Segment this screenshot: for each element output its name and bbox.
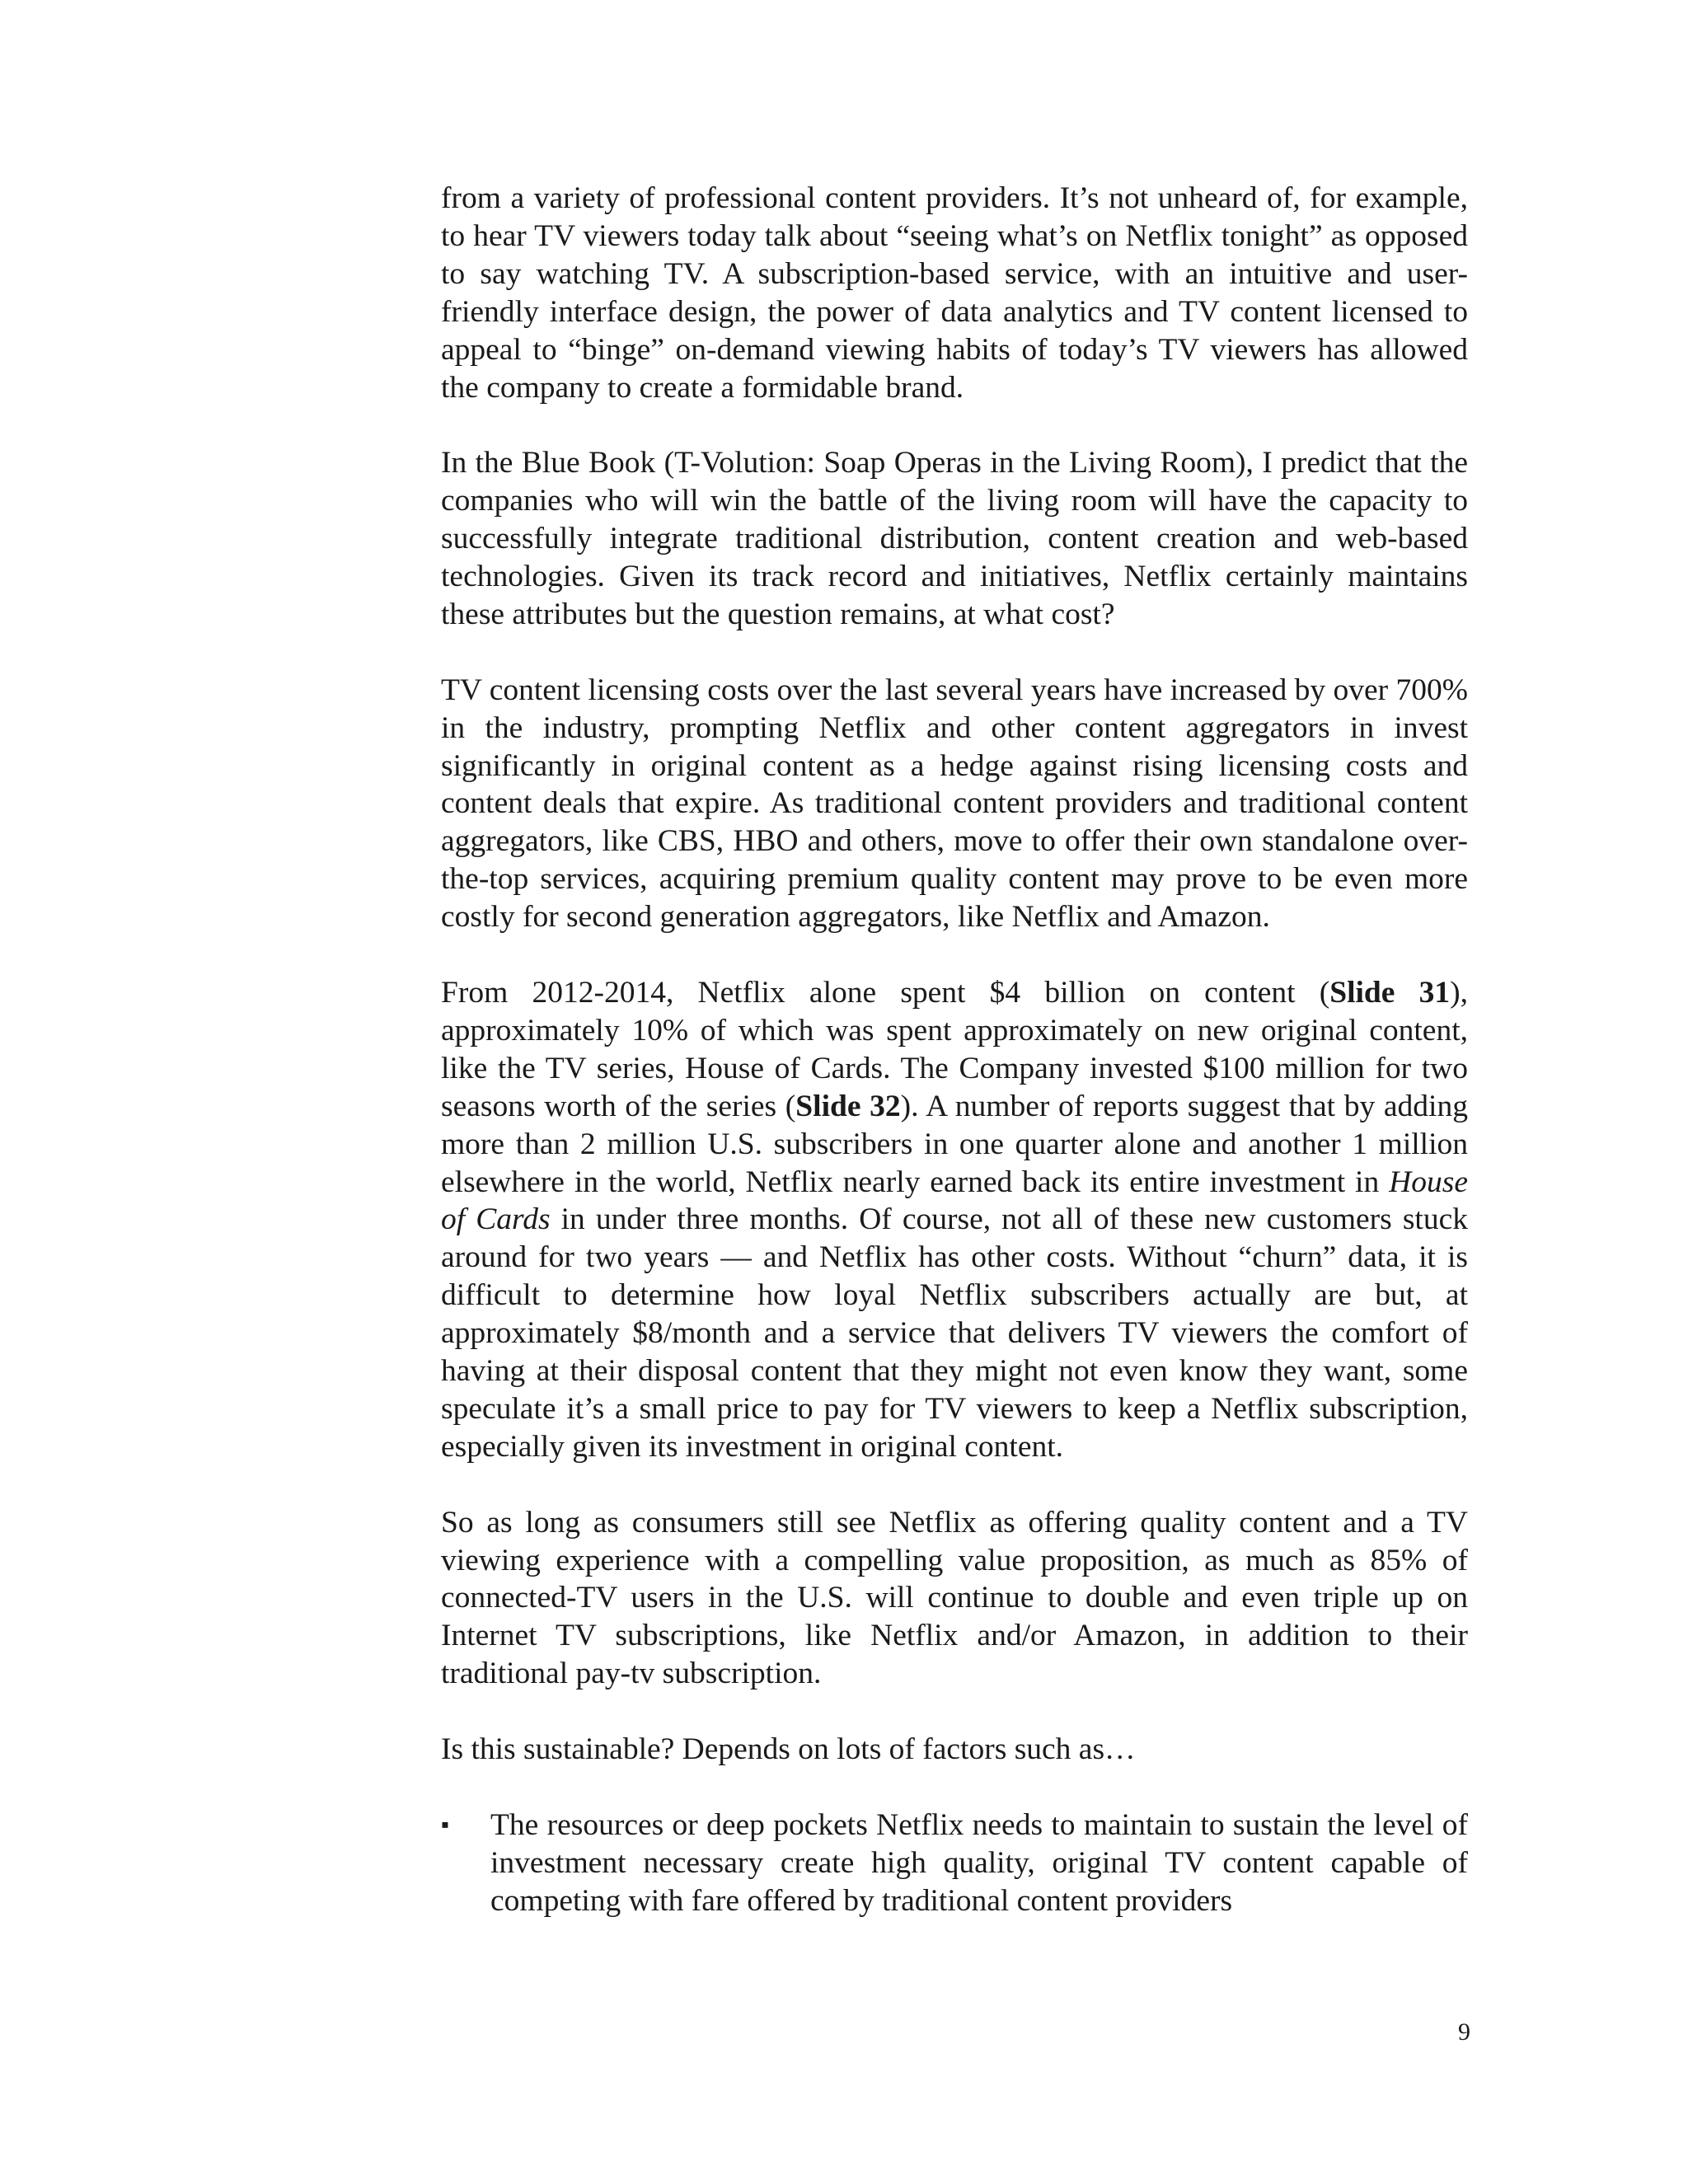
paragraph-licensing-costs	[441, 672, 1468, 936]
paragraph-text: So as long as consumers still see Netflix as offering quality content and a TV viewing experience with a compelling value proposition, as much as 85% of connected-TV users in the U.S. will continue to double and even triple up on Internet TV subscriptions, like Netflix and/or Amazon, in addition to their traditional pay-tv subscription.	[441, 1505, 1468, 1691]
paragraph-text: ). A number of reports suggest that by adding more than 2 million U.S. subscribers in one quarter alone and another 1 million elsewhere in the world, Netflix nearly earned back its entire investment in	[441, 1089, 1468, 1199]
paragraph-text: ), approximately 10% of which was spent approximately on new original content, like the TV series, House of Cards. The Company invested $100 million for two seasons worth of the series (	[441, 975, 1468, 1123]
paragraph-text: in under three months. Of course, not all of these new customers stuck around for two years — and Netflix has other costs. Without “churn” data, it is difficult to determine how loyal Netflix subscribers actually are but, at approximately $8/month and a service that delivers TV viewers the comfort of having at their disposal content that they might not even know they want, some speculate it’s a small price to pay for TV viewers to keep a Netflix subscription, especially given its investment in original content.	[441, 1202, 1468, 1464]
slide-reference: Slide 31	[1329, 975, 1451, 1010]
paragraph-text: from a variety of professional content providers. It’s not unheard of, for example, to hear TV viewers today talk about “seeing what’s on Netflix tonight” as opposed to say watching TV. A subscription-based service, with an intuitive and user-friendly interface design, the power of data analytics and TV content licensed to appeal to “binge” on-demand viewing habits of today’s TV viewers has allowed the company to create a formidable brand.	[441, 181, 1468, 405]
bullet-list-item	[441, 1807, 1468, 1920]
paragraph-blue-book-prediction	[441, 444, 1468, 634]
paragraph-consumer-outlook	[441, 1504, 1468, 1694]
paragraph-text: In the Blue Book (T-Volution: Soap Operas in the Living Room), I predict that the companies who will win the battle of the living room will have the capacity to successfully integrate traditional distribution, content creation and web-based technologies. Given its track record and initiatives, Netflix certainly maintains these attributes but the question remains, at what cost?	[441, 446, 1468, 631]
slide-reference: Slide 32	[795, 1089, 901, 1123]
bullet-text: The resources or deep pockets Netflix needs to maintain to sustain the level of investment necessary create high quality, original TV content capable of competing with fare offered by traditional content providers	[490, 1807, 1468, 1918]
page-number: 9	[1458, 2018, 1470, 2046]
series-title: House of Cards	[441, 1165, 1468, 1237]
paragraph-content-spending	[441, 974, 1468, 1466]
paragraph-text: TV content licensing costs over the last several years have increased by over 700% in the industry, prompting Netflix and other content aggregators in invest significantly in original content as a hedge against rising licensing costs and content deals that expire. As traditional content providers and traditional content aggregators, like CBS, HBO and others, move to offer their own standalone over-the-top services, acquiring premium quality content may prove to be even more costly for second generation aggregators, like Netflix and Amazon.	[441, 673, 1468, 935]
square-bullet-icon: ▪	[441, 1811, 449, 1838]
paragraph-sustainability-question	[441, 1731, 1468, 1769]
paragraph-text: From 2012-2014, Netflix alone spent $4 billion on content (	[441, 975, 1330, 1010]
document-body	[441, 180, 1468, 1920]
paragraph-netflix-brand	[441, 180, 1468, 406]
paragraph-text: Is this sustainable? Depends on lots of factors such as…	[441, 1732, 1136, 1767]
